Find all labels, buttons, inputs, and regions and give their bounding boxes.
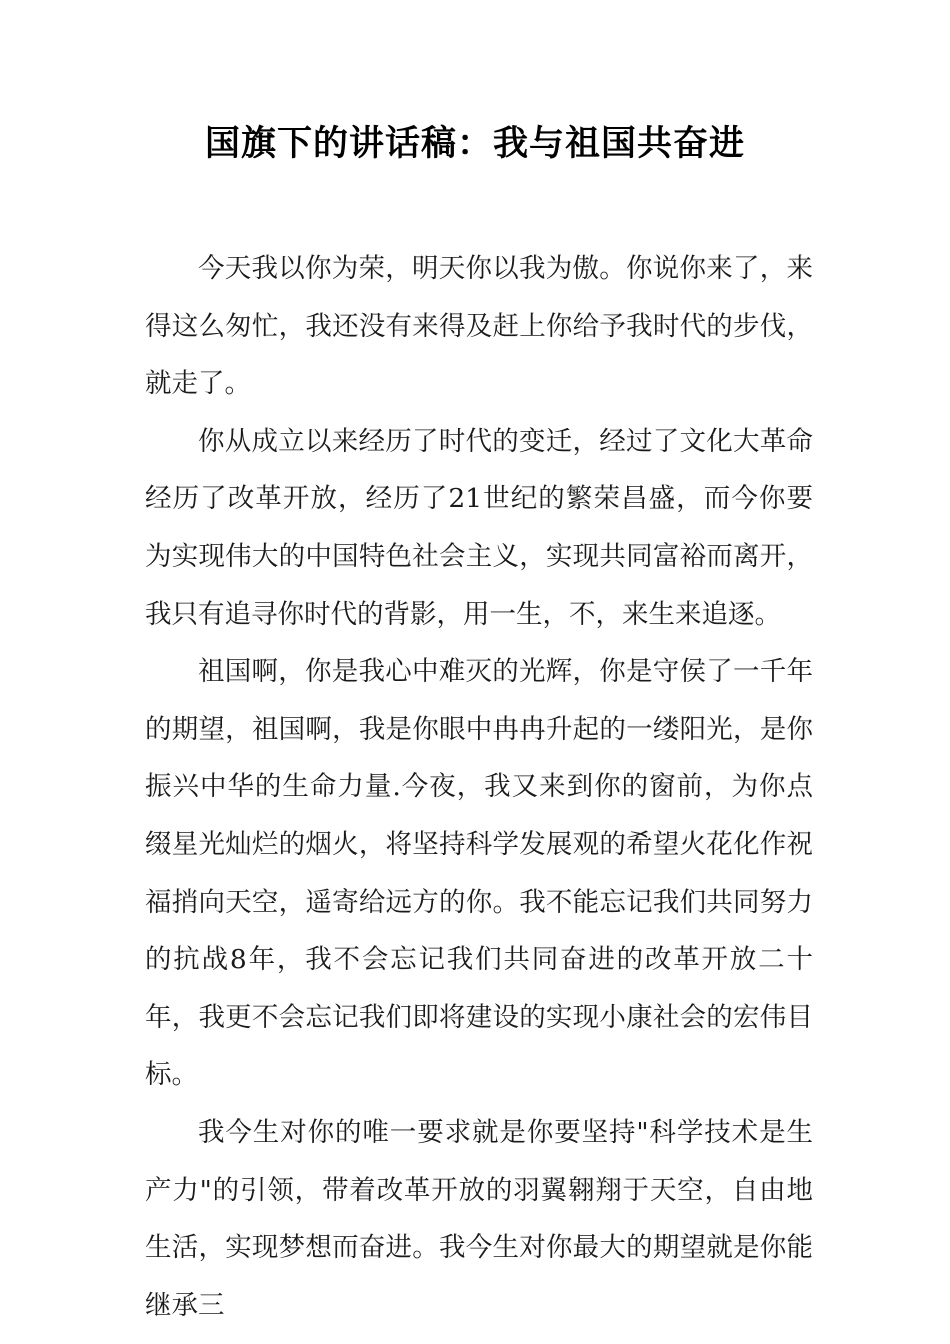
paragraph-2: 你从成立以来经历了时代的变迁，经过了文化大革命经历了改革开放，经历了21世纪的繁荣昌盛，而今你要为实现伟大的中国特色社会主义，实现共同富裕而离开，我只有追寻你时代的背影，用一生，不，来生来追逐。 [145,425,813,630]
paragraph-1: 今天我以你为荣，明天你以我为傲。你说你来了，来得这么匆忙，我还没有来得及赶上你给予我时代的步伐，就走了。 [145,253,813,400]
paragraph-4: 我今生对你的唯一要求就是你要坚持"科学技术是生产力"的引领，带着改革开放的羽翼翱翔于天空，自由地生活，实现梦想而奋进。我今生对你最大的期望就是你能继承三 [145,1116,813,1321]
paragraph-3: 祖国啊，你是我心中难灭的光辉，你是守侯了一千年的期望，祖国啊，我是你眼中冉冉升起的一缕阳光，是你振兴中华的生命力量.今夜，我又来到你的窗前，为你点缀星光灿烂的烟火，将坚持科学发展观的希望火花化作祝福捎向天空，遥寄给远方的你。我不能忘记我们共同努力的抗战8年，我不会忘记我们共同奋进的改革开放二十年，我更不会忘记我们即将建设的实现小康社会的宏伟目标。 [145,656,813,1091]
document-title: 国旗下的讲话稿：我与祖国共奋进 [204,124,745,164]
document-body [145,240,813,1334]
